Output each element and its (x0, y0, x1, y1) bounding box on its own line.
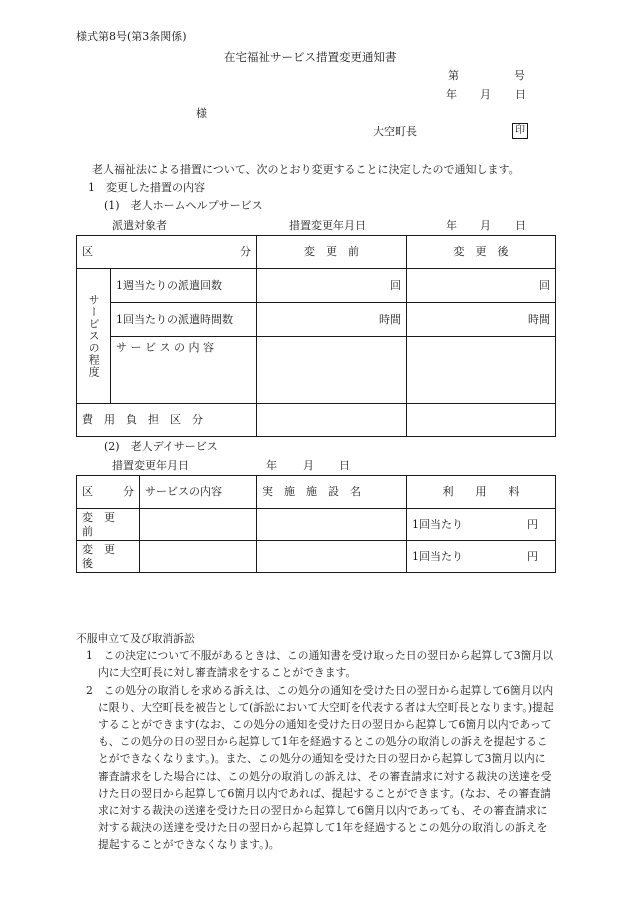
day-service-row-before (77, 509, 556, 541)
home-help-header-after: 変 更 後 (407, 236, 556, 269)
home-help-date-year: 年 (446, 219, 457, 232)
document-title: 在宅福祉サービス措置変更通知書 (224, 50, 397, 64)
hours-before-cell: 時間 (257, 303, 407, 337)
day-service-header-row (77, 476, 556, 509)
home-help-change-date-label: 措置変更年月日 (289, 219, 366, 232)
visits-after-cell: 回 (407, 269, 556, 303)
intro-text: 老人福祉法による措置について、次のとおり変更することに決定したので通知します。 (92, 163, 520, 176)
home-help-table (76, 235, 556, 437)
day-service-row-label-after: 変 更 後 (77, 541, 140, 573)
day-service-after-fee-cell: 1回当たり 円 (407, 541, 556, 573)
home-help-row-visits (77, 269, 556, 303)
day-service-date-year: 年 (266, 459, 277, 472)
home-help-header-before: 変 更 前 (257, 236, 407, 269)
home-help-heading: (1) 老人ホームヘルプサービス (104, 199, 263, 212)
day-service-before-service-cell (140, 509, 257, 541)
day-service-date-month: 月 (303, 459, 314, 472)
day-service-row-label-before: 変 更 前 (77, 509, 140, 541)
hours-after-cell: 時間 (407, 303, 556, 337)
day-service-header-fee: 利 用 料 (407, 476, 556, 509)
appeal-item-2: 2 この処分の取消しを求める訴えは、この処分の通知を受けた日の翌日から起算して6箇月以内に限り、大空町長を被告として(訴訟において大空町を代表する者は大空町長となります。)提起することができます(なお、この処分の通知を受けた日の翌日から起算して6箇月以内であっても、この処分の日の翌日から起算して1年を経過するとこの処分の取消しの訴えを提起することができなくなります。)。また、この処分の通知を受けた日の翌日から起算して3箇月以内に審査請求をした場合には、この処分の取消しの訴えは、その審査請求に対する裁決の送達を受けた日の翌日から起算して6箇月以内であれば、提起することができます。(なお、その審査請求に対する裁決の送達を受けた日の翌日から起算して6箇月以内であっても、その審査請求に対する裁決の送達を受けた日の翌日から起算して1年を経過するとこの処分の取消しの訴えを提起することができなくなります。)。 (86, 683, 554, 852)
row-label-visits: 1週当たりの派遣回数 (111, 269, 257, 303)
row-label-hours: 1回当たりの派遣時間数 (111, 303, 257, 337)
date-year: 年 (446, 88, 457, 101)
cost-after-cell (407, 404, 556, 437)
home-help-target-label: 派遣対象者 (112, 219, 167, 232)
home-help-date-day: 日 (515, 219, 526, 232)
cost-before-cell (257, 404, 407, 437)
day-service-header-service: サービスの内容 (140, 476, 257, 509)
day-service-date-day: 日 (339, 459, 350, 472)
home-help-header-row (77, 236, 556, 269)
form-number: 様式第8号(第3条関係) (76, 30, 187, 43)
day-service-row-after (77, 541, 556, 573)
day-service-header-kubun: 区 分 (77, 476, 140, 509)
content-after-cell (407, 337, 556, 404)
appeal-notice (76, 630, 556, 854)
content-before-cell (257, 337, 407, 404)
issuer-name: 大空町長 (373, 125, 417, 138)
home-help-row-cost (77, 404, 556, 437)
visits-before-cell: 回 (257, 269, 407, 303)
appeal-heading: 不服申立て及び取消訴訟 (76, 632, 195, 645)
addressee-suffix: 様 (196, 107, 207, 120)
day-service-table (76, 475, 556, 573)
seal-mark: 印 (512, 123, 528, 139)
date-day: 日 (515, 88, 526, 101)
row-label-cost: 費 用 負 担 区 分 (77, 404, 257, 437)
day-service-before-facility-cell (257, 509, 407, 541)
day-service-before-fee-cell: 1回当たり 円 (407, 509, 556, 541)
home-help-row-hours (77, 303, 556, 337)
number-go: 号 (514, 69, 525, 82)
home-help-date-month: 月 (480, 219, 491, 232)
day-service-header-facility: 実 施 施 設 名 (257, 476, 407, 509)
day-service-after-facility-cell (257, 541, 407, 573)
service-level-group-label: サービスの程度 (77, 269, 111, 404)
row-label-content: サ ー ビ ス の 内 容 (111, 337, 257, 404)
home-help-row-content (77, 337, 556, 404)
appeal-item-1: 1 この決定について不服があるときは、この通知書を受け取った日の翌日から起算して3箇月以内に大空町長に対し審査請求をすることができます。 (86, 649, 553, 680)
home-help-header-kubun: 区 分 (77, 236, 257, 269)
day-service-after-service-cell (140, 541, 257, 573)
section-1-heading: 1 変更した措置の内容 (88, 181, 205, 194)
day-service-heading: (2) 老人デイサービス (104, 440, 218, 453)
date-month: 月 (480, 88, 491, 101)
day-service-change-date-label: 措置変更年月日 (112, 459, 189, 472)
number-dai: 第 (448, 69, 459, 82)
